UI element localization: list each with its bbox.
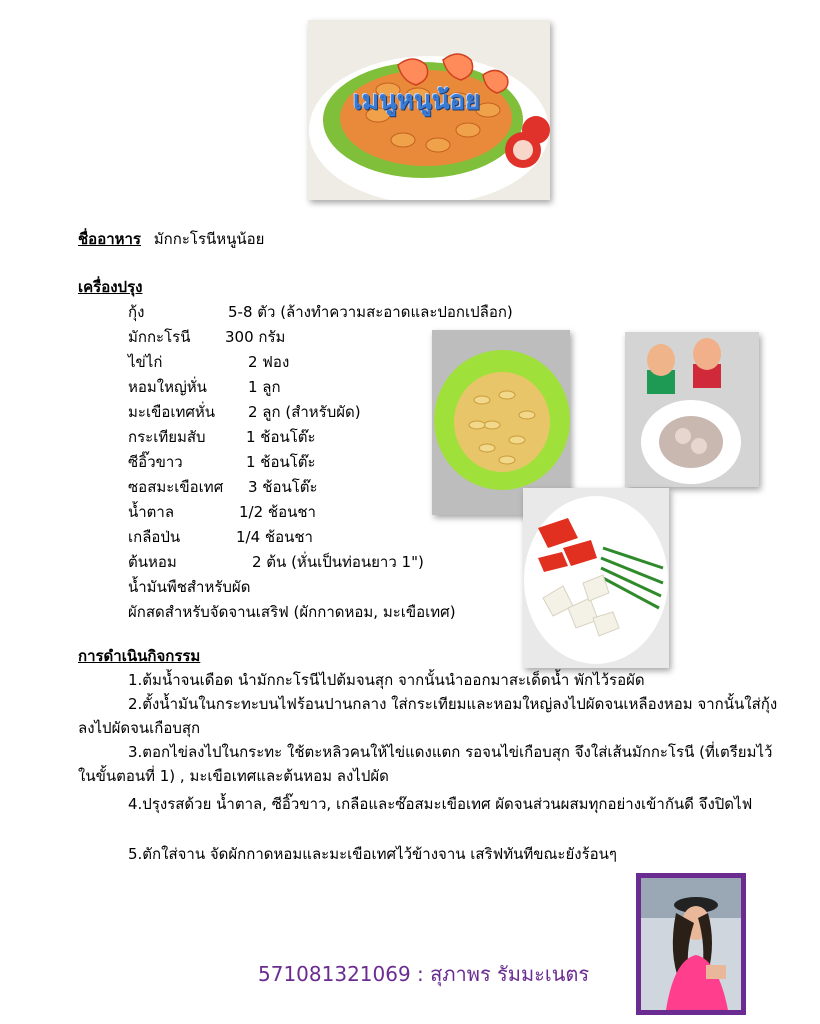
ingredient-qty: 1/4 ช้อนชา <box>236 528 313 546</box>
ingredient-name: ผักสดสำหรับจัดจานเสริฟ (ผักกาดหอม, มะเขือเทศ) <box>128 603 456 621</box>
ingredient-name: น้ำมันพืชสำหรับผัด <box>128 578 251 596</box>
ingredient-name: มักกะโรนี <box>128 328 191 346</box>
ingredient-name: กุ้ง <box>128 303 145 321</box>
ingredient-name: ซีอิ๊วขาว <box>128 453 183 471</box>
ingredient-qty: 2 ลูก (สำหรับผัด) <box>248 403 361 421</box>
author-credit: 571081321069 : สุภาพร รัมมะเนตร <box>258 962 590 986</box>
vegetables-plate-photo <box>523 488 669 668</box>
ingredient-name: กระเทียมสับ <box>128 428 206 446</box>
method-step: 1.ต้มน้ำจนเดือด นำมักกะโรนีไปต้มจนสุก จากนั้นนำออกมาสะเด็ดน้ำ พักไว้รอผัด <box>128 671 645 689</box>
ingredient-qty: 300 กรัม <box>225 328 286 346</box>
method-step: 5.ตักใส่จาน จัดผักกาดหอมและมะเขือเทศไว้ข้างจาน เสริฟทันทีขณะยังร้อนๆ <box>128 845 617 863</box>
dish-label: ชื่ออาหาร <box>78 230 141 248</box>
dish-name-row <box>78 228 264 250</box>
ingredient-qty: 1 ช้อนโต๊ะ <box>246 453 316 471</box>
ingredient-qty: 2 ฟอง <box>248 353 290 371</box>
hero-dish-photo <box>308 20 550 200</box>
ingredient-qty: 1/2 ช้อนชา <box>239 503 316 521</box>
ingredient-qty: 2 ต้น (หั่นเป็นท่อนยาว 1") <box>252 553 424 571</box>
ingredient-name: หอมใหญ่หั่น <box>128 378 207 396</box>
vegetables-plate-image <box>523 488 669 668</box>
ingredient-qty: 5-8 ตัว (ล้างทำความสะอาดและปอกเปลือก) <box>228 303 513 321</box>
ingredient-name: เกลือป่น <box>128 528 181 546</box>
ingredient-name: ไข่ไก่ <box>128 353 163 371</box>
ingredient-name: ซอสมะเขือเทศ <box>128 478 224 496</box>
author-photo <box>636 873 746 1015</box>
author-portrait-image <box>636 873 746 1015</box>
ingredient-qty: 1 ลูก <box>248 378 281 396</box>
ingredient-qty: 1 ช้อนโต๊ะ <box>246 428 316 446</box>
ingredients-heading: เครื่องปรุง <box>78 278 143 296</box>
method-step: 4.ปรุงรสด้วย น้ำตาล, ซีอิ๊วขาว, เกลือและซ๊อสมะเขือเทศ ผัดจนส่วนผสมทุกอย่างเข้ากันดี จึงปิดไฟ <box>128 795 753 813</box>
method-step: 3.ตอกไข่ลงไปในกระทะ ใช้ตะหลิวคนให้ไข่แดงแตก รอจนไข่เกือบสุก จึงใส่เส้นมักกะโรนี (ที่เตรียมไว้ในขั้นตอนที่ 1) , มะเขือเทศและต้นหอม ลงไปผัด <box>78 743 773 785</box>
ingredient-name: ต้นหอม <box>128 553 177 571</box>
ingredient-qty: 3 ช้อนโต๊ะ <box>248 478 318 496</box>
method-step: 2.ตั้งน้ำมันในกระทะบนไฟร้อนปานกลาง ใส่กระเทียมและหอมใหญ่ลงไปผัดจนเหลืองหอม จากนั้นใส่กุ้งลงไปผัดจนเกือบสุก <box>78 695 778 737</box>
ingredient-name: มะเขือเทศหั่น <box>128 403 216 421</box>
eggs-shrimp-image <box>625 332 759 487</box>
ingredient-name: น้ำตาล <box>128 503 175 521</box>
eggs-shrimp-photo <box>625 332 759 487</box>
hero-overlay-title: เมนูหนูน้อย <box>353 86 481 116</box>
method-heading: การดำเนินกิจกรรม <box>78 647 201 665</box>
dish-name: มักกะโรนีหนูน้อย <box>153 230 265 248</box>
